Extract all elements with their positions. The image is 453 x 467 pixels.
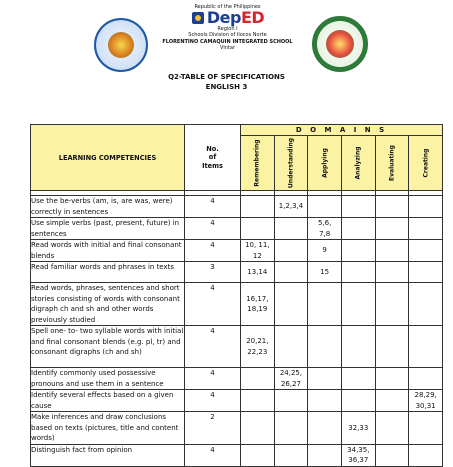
- item-numbers-cell-understanding: [274, 444, 308, 466]
- item-numbers-cell-remembering: [241, 368, 275, 390]
- item-numbers-cell-remembering: [241, 390, 275, 412]
- competency-header: LEARNING COMPETENCIES: [31, 125, 185, 191]
- item-numbers-cell-evaluating: [375, 368, 409, 390]
- domain-header-analyzing: Analyzing: [341, 136, 375, 191]
- table-row: [31, 240, 443, 262]
- item-numbers-cell-analyzing: [341, 326, 375, 368]
- table-row: [31, 196, 443, 218]
- item-numbers-cell-understanding: [274, 218, 308, 240]
- school-seal-left: [94, 18, 148, 72]
- item-numbers-cell-applying: [308, 283, 342, 326]
- item-numbers-cell-creating: [409, 326, 443, 368]
- item-numbers-cell-understanding: [274, 390, 308, 412]
- item-numbers-cell-creating: [409, 283, 443, 326]
- competency-cell: Spell one- to- two syllable words with initial and final consonant blends (e.g. pl, tr) and consonant digraphs (ch and sh): [31, 326, 185, 368]
- item-numbers-cell-evaluating: [375, 240, 409, 262]
- document-title: Q2-TABLE OF SPECIFICATIONS: [168, 73, 285, 81]
- items-count-cell: 4: [185, 218, 241, 240]
- table-row: [31, 390, 443, 412]
- item-numbers-cell-analyzing: [341, 240, 375, 262]
- domain-header-creating: Creating: [409, 136, 443, 191]
- items-count-cell: 3: [185, 262, 241, 283]
- item-numbers-cell-applying: [308, 196, 342, 218]
- specifications-table: [30, 124, 443, 467]
- item-numbers-cell-creating: [409, 240, 443, 262]
- item-numbers-cell-remembering: 20,21, 22,23: [241, 326, 275, 368]
- items-count-cell: 4: [185, 283, 241, 326]
- domain-header-remembering: Remembering: [241, 136, 275, 191]
- items-count-cell: 4: [185, 368, 241, 390]
- letterhead: [0, 0, 453, 80]
- table-row: [31, 326, 443, 368]
- competency-cell: Read words, phrases, sentences and short stories consisting of words with consonant digraph ch and sh and other words previously studied: [31, 283, 185, 326]
- item-numbers-cell-creating: [409, 412, 443, 445]
- item-numbers-cell-analyzing: [341, 262, 375, 283]
- items-count-cell: 2: [185, 412, 241, 445]
- item-numbers-cell-remembering: [241, 196, 275, 218]
- item-numbers-cell-understanding: [274, 326, 308, 368]
- item-numbers-cell-applying: 15: [308, 262, 342, 283]
- item-numbers-cell-remembering: 10, 11, 12: [241, 240, 275, 262]
- school-name: FLORENTINO CAMAQUIN INTEGRATED SCHOOL: [162, 38, 293, 45]
- table-row: [31, 412, 443, 445]
- domain-header-evaluating: Evaluating: [375, 136, 409, 191]
- item-numbers-cell-understanding: [274, 412, 308, 445]
- domains-header: D O M A I N S: [241, 125, 443, 136]
- item-numbers-cell-remembering: [241, 412, 275, 445]
- table-row: [31, 444, 443, 466]
- competency-cell: Distinguish fact from opinion: [31, 444, 185, 466]
- item-numbers-cell-remembering: 13,14: [241, 262, 275, 283]
- item-numbers-cell-applying: 9: [308, 240, 342, 262]
- region-line: Region I: [217, 26, 238, 33]
- items-count-cell: 4: [185, 240, 241, 262]
- table-row: [31, 283, 443, 326]
- item-numbers-cell-analyzing: [341, 283, 375, 326]
- item-numbers-cell-creating: [409, 218, 443, 240]
- item-numbers-cell-creating: 28,29, 30,31: [409, 390, 443, 412]
- competency-cell: Make inferences and draw conclusions based on texts (pictures, title and content words): [31, 412, 185, 445]
- town-line: Vintar: [220, 44, 235, 51]
- item-numbers-cell-understanding: [274, 240, 308, 262]
- competency-cell: Identify several effects based on a given cause: [31, 390, 185, 412]
- item-numbers-cell-remembering: [241, 218, 275, 240]
- item-numbers-cell-analyzing: 34,35, 36,37: [341, 444, 375, 466]
- item-numbers-cell-analyzing: [341, 218, 375, 240]
- item-numbers-cell-analyzing: 32,33: [341, 412, 375, 445]
- item-numbers-cell-applying: [308, 368, 342, 390]
- division-line: Schools Division of Ilocos Norte: [188, 32, 267, 39]
- items-count-cell: 4: [185, 196, 241, 218]
- item-numbers-cell-understanding: 1,2,3,4: [274, 196, 308, 218]
- item-numbers-cell-evaluating: [375, 218, 409, 240]
- item-numbers-cell-applying: [308, 444, 342, 466]
- items-count-cell: 4: [185, 326, 241, 368]
- item-numbers-cell-applying: [308, 390, 342, 412]
- competency-cell: Read familiar words and phrases in texts: [31, 262, 185, 283]
- item-numbers-cell-evaluating: [375, 326, 409, 368]
- competency-cell: Use simple verbs (past, present, future) in sentences: [31, 218, 185, 240]
- item-numbers-cell-analyzing: [341, 390, 375, 412]
- deped-logo: DepED: [150, 11, 305, 25]
- item-numbers-cell-evaluating: [375, 262, 409, 283]
- item-numbers-cell-creating: [409, 368, 443, 390]
- item-numbers-cell-understanding: [274, 283, 308, 326]
- item-numbers-cell-applying: 5,6, 7,8: [308, 218, 342, 240]
- item-numbers-cell-remembering: 16,17, 18,19: [241, 283, 275, 326]
- items-count-cell: 4: [185, 390, 241, 412]
- domain-header-applying: Applying: [308, 136, 342, 191]
- deped-torch-icon: [191, 11, 205, 25]
- item-numbers-cell-analyzing: [341, 368, 375, 390]
- republic-line: Republic of the Philippines: [194, 4, 261, 10]
- item-numbers-cell-evaluating: [375, 196, 409, 218]
- competency-cell: Read words with initial and final consonant blends: [31, 240, 185, 262]
- table-row: [31, 262, 443, 283]
- item-numbers-cell-remembering: [241, 444, 275, 466]
- item-numbers-cell-evaluating: [375, 390, 409, 412]
- letterhead-text: [150, 4, 305, 51]
- items-header: No. of Items: [185, 125, 241, 191]
- item-numbers-cell-creating: [409, 262, 443, 283]
- item-numbers-cell-creating: [409, 196, 443, 218]
- table-row: [31, 218, 443, 240]
- domain-header-understanding: Understanding: [274, 136, 308, 191]
- items-count-cell: 4: [185, 444, 241, 466]
- item-numbers-cell-creating: [409, 444, 443, 466]
- item-numbers-cell-analyzing: [341, 196, 375, 218]
- item-numbers-cell-applying: [308, 412, 342, 445]
- item-numbers-cell-evaluating: [375, 283, 409, 326]
- item-numbers-cell-understanding: [274, 262, 308, 283]
- item-numbers-cell-evaluating: [375, 444, 409, 466]
- item-numbers-cell-evaluating: [375, 412, 409, 445]
- item-numbers-cell-applying: [308, 326, 342, 368]
- table-row: [31, 368, 443, 390]
- competency-cell: Use the be-verbs (am, is, are was, were) correctly in sentences: [31, 196, 185, 218]
- document-subtitle: ENGLISH 3: [205, 83, 248, 91]
- competency-cell: Identify commonly used possessive pronouns and use them in a sentence: [31, 368, 185, 390]
- school-seal-right: [312, 16, 368, 72]
- item-numbers-cell-understanding: 24,25, 26,27: [274, 368, 308, 390]
